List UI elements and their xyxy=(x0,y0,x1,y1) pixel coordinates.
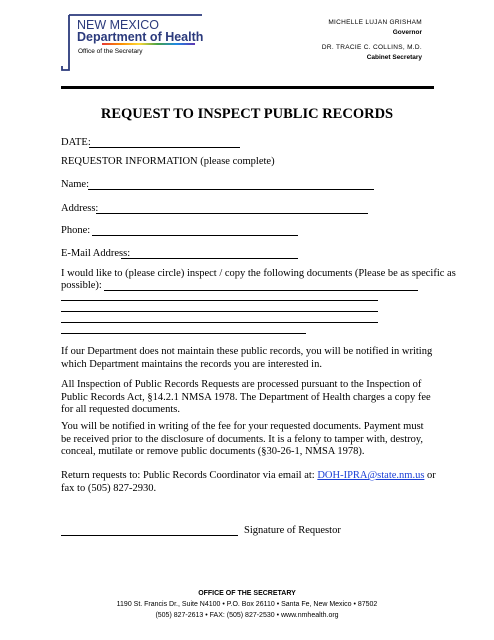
processing-paragraph: All Inspection of Public Records Requests are processed pursuant to the Inspection of Public Records Act, §14.2.1 NMSA 1978. The Department of Health charges a copy fee for all requested documents. xyxy=(61,379,431,415)
signature-field[interactable] xyxy=(61,535,238,536)
return-instructions xyxy=(61,470,437,495)
address-field[interactable] xyxy=(96,213,368,214)
secretary-title: Cabinet Secretary xyxy=(366,54,422,61)
secretary-name: DR. TRACIE C. COLLINS, M.D. xyxy=(321,44,422,51)
address-label: Address: xyxy=(61,203,99,214)
requestor-info-heading: REQUESTOR INFORMATION (please complete) xyxy=(61,156,275,167)
fee-paragraph: You will be notified in writing of the fee for your requested documents. Payment must be received prior to the disclosure of documents. It is a felony to tamper with, destroy, conceal, mutilate or remove public documents (§30-26-1, NMSA 1978). xyxy=(61,421,424,457)
governor-title: Governor xyxy=(392,29,422,36)
documents-field-line-5[interactable] xyxy=(61,333,306,334)
documents-field-line-4[interactable] xyxy=(61,322,378,323)
office-name: Office of the Secretary xyxy=(78,48,143,55)
date-label: DATE: xyxy=(61,137,91,148)
name-label: Name: xyxy=(61,179,89,190)
footer-office: OFFICE OF THE SECRETARY xyxy=(198,590,296,597)
documents-field-line-1[interactable] xyxy=(104,290,418,291)
signature-label: Signature of Requestor xyxy=(244,525,341,536)
governor-name: MICHELLE LUJAN GRISHAM xyxy=(328,19,422,26)
phone-label: Phone: xyxy=(61,225,91,236)
not-maintained-paragraph: If our Department does not maintain these public records, you will be notified in writing which Department maintains the records you are interested in. xyxy=(61,346,433,370)
return-text-prefix: Return requests to: Public Records Coordinator via email at: xyxy=(61,470,318,481)
return-text-suffix: or fax to (505) 827-2930. xyxy=(61,470,436,494)
header-divider xyxy=(61,86,434,89)
documents-field-line-2[interactable] xyxy=(61,300,378,301)
form-title: REQUEST TO INSPECT PUBLIC RECORDS xyxy=(100,106,394,122)
footer-contact: (505) 827-2613 • FAX: (505) 827-2530 • www.nmhealth.org xyxy=(155,612,339,619)
email-field[interactable] xyxy=(121,258,298,259)
name-field[interactable] xyxy=(88,189,374,190)
phone-field[interactable] xyxy=(92,235,298,236)
documents-prompt-line1: I would like to (please circle) inspect / copy the following documents (Please be as specific as xyxy=(61,268,456,279)
email-label: E-Mail Address: xyxy=(61,248,131,259)
documents-field-line-3[interactable] xyxy=(61,311,378,312)
footer-address: 1190 St. Francis Dr., Suite N4100 • P.O. Box 26110 • Santa Fe, New Mexico • 87502 xyxy=(116,601,378,608)
date-field[interactable] xyxy=(89,147,240,148)
documents-prompt-line2: possible): xyxy=(61,280,102,291)
ipra-email-link[interactable]: DOH-IPRA@state.nm.us xyxy=(317,470,425,481)
org-name-line1: NEW MEXICO xyxy=(77,18,159,32)
org-name-line2: Department of Health xyxy=(77,30,204,44)
